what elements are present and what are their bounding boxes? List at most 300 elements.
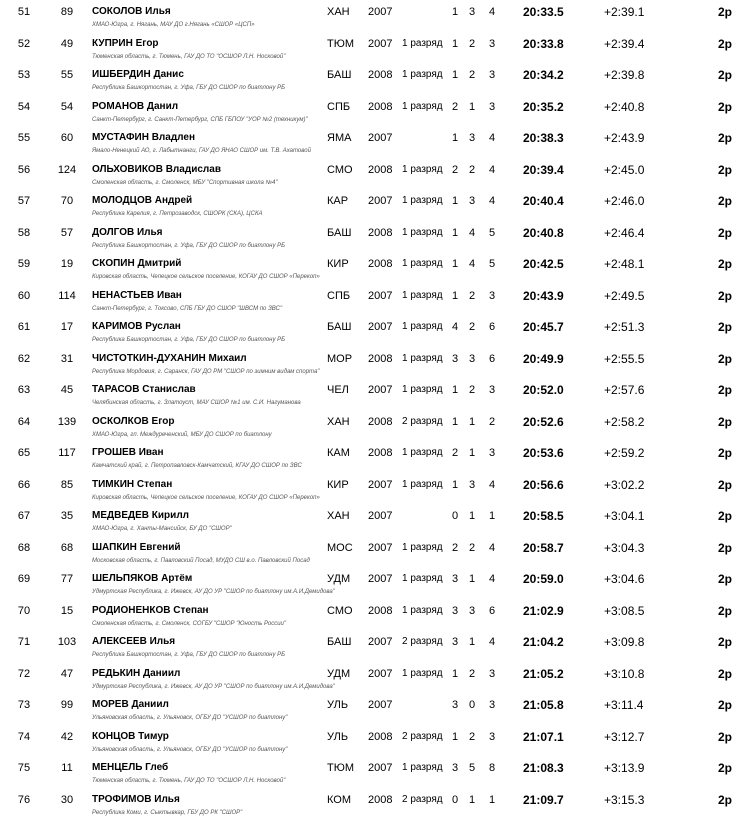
qualification-category: 2р <box>718 225 733 240</box>
sport-rank: 1 разряд <box>402 384 443 395</box>
qualification-category: 2р <box>718 446 733 460</box>
table-row <box>0 599 750 631</box>
place-cell: 54 <box>17 100 31 113</box>
bib-cell: 85 <box>60 478 74 491</box>
penalties-1: 1 <box>451 69 459 81</box>
place-cell: 67 <box>17 510 31 522</box>
table-row <box>0 441 750 473</box>
region-code: ХАН <box>327 415 350 428</box>
penalties-2: 2 <box>468 667 476 680</box>
qualification-category: 2р <box>718 540 733 555</box>
birth-year: 2007 <box>368 478 393 491</box>
penalties-2: 3 <box>468 6 476 18</box>
region-code: СПБ <box>327 289 351 302</box>
athlete-name: МУСТАФИН Владлен <box>92 132 196 143</box>
time-behind: +3:09.8 <box>604 635 645 649</box>
qualification-category: 2р <box>718 792 733 807</box>
birth-year: 2007 <box>368 195 393 207</box>
bib-cell: 35 <box>60 510 74 522</box>
penalties-2: 3 <box>468 195 476 207</box>
table-row <box>0 788 750 820</box>
penalties-1: 4 <box>451 321 459 333</box>
bib-cell: 57 <box>60 226 74 239</box>
penalties-1: 1 <box>451 226 459 239</box>
penalties-total: 4 <box>488 573 496 585</box>
time-behind: +2:57.6 <box>604 383 645 397</box>
penalties-total: 4 <box>488 6 496 18</box>
finish-time: 20:56.6 <box>523 477 564 492</box>
sport-rank: 1 разряд <box>402 604 443 616</box>
penalties-2: 2 <box>468 384 476 396</box>
penalties-1: 1 <box>451 37 459 50</box>
penalties-total: 3 <box>488 667 496 680</box>
penalties-1: 0 <box>451 510 459 522</box>
qualification-category: 2р <box>718 572 733 586</box>
bib-cell: 139 <box>57 415 77 428</box>
penalties-2: 4 <box>468 226 476 239</box>
qualification-category: 2р <box>718 698 733 712</box>
penalties-1: 1 <box>451 195 459 207</box>
table-row <box>0 284 750 316</box>
finish-time: 20:35.2 <box>523 99 564 114</box>
athlete-name: АЛЕКСЕЕВ Илья <box>92 636 176 647</box>
penalties-2: 1 <box>468 510 476 522</box>
athlete-name: ИШБЕРДИН Данис <box>92 69 184 80</box>
bib-cell: 68 <box>60 541 74 554</box>
time-behind: +2:49.5 <box>604 288 645 303</box>
penalties-2: 1 <box>468 573 476 585</box>
region-code: КОМ <box>327 793 352 806</box>
penalties-2: 2 <box>468 37 476 50</box>
table-row <box>0 315 750 347</box>
qualification-category: 2р <box>718 383 733 397</box>
penalties-2: 1 <box>468 636 476 648</box>
athlete-organization: Ульяновская область, г. Ульяновск, ОГБУ ДО "УСШОР по биатлону" <box>92 715 288 721</box>
table-row <box>0 536 750 568</box>
bib-cell: 60 <box>60 132 74 144</box>
birth-year: 2007 <box>368 37 393 50</box>
athlete-name: ТРОФИМОВ Илья <box>92 793 180 805</box>
penalties-total: 3 <box>488 447 496 459</box>
place-cell: 70 <box>17 604 31 617</box>
penalties-1: 2 <box>451 541 459 554</box>
birth-year: 2008 <box>368 226 393 239</box>
time-behind: +3:04.6 <box>604 572 645 586</box>
place-cell: 61 <box>17 321 31 333</box>
penalties-total: 4 <box>488 478 496 491</box>
athlete-name: МОЛОДЦОВ Андрей <box>92 195 193 206</box>
qualification-category: 2р <box>718 666 733 681</box>
penalties-1: 1 <box>451 667 459 680</box>
penalties-2: 5 <box>468 762 476 774</box>
birth-year: 2007 <box>368 667 393 680</box>
bib-cell: 55 <box>60 69 74 81</box>
bib-cell: 15 <box>60 604 74 617</box>
penalties-total: 8 <box>488 762 496 774</box>
birth-year: 2007 <box>368 573 393 585</box>
place-cell: 66 <box>17 478 31 491</box>
sport-rank: 1 разряд <box>402 352 443 364</box>
bib-cell: 49 <box>60 37 74 50</box>
qualification-category: 2р <box>718 5 733 19</box>
athlete-organization: Московская область, г. Павловский Посад, МУДО СШ в.о. Павловский Посад <box>92 557 310 564</box>
penalties-1: 2 <box>451 447 459 459</box>
penalties-2: 2 <box>468 730 476 743</box>
table-row <box>0 473 750 505</box>
finish-time: 20:39.4 <box>523 162 564 177</box>
finish-time: 21:04.2 <box>523 635 564 649</box>
region-code: СМО <box>327 163 353 176</box>
time-behind: +2:48.1 <box>604 257 645 271</box>
penalties-total: 4 <box>488 636 496 648</box>
penalties-1: 3 <box>451 604 459 617</box>
bib-cell: 89 <box>60 6 74 18</box>
region-code: ЧЕЛ <box>327 384 349 396</box>
penalties-total: 1 <box>488 510 496 522</box>
table-row <box>0 504 750 536</box>
region-code: ТЮМ <box>327 37 354 50</box>
athlete-organization: Республика Мордовия, г. Саранск, ГАУ ДО РМ "СШОР по зимним видам спорта" <box>92 368 320 375</box>
sport-rank: 1 разряд <box>402 258 443 269</box>
sport-rank: 1 разряд <box>402 69 443 80</box>
athlete-organization: Республика Башкортостан, г. Уфа, ГБУ ДО СШОР по биатлону РБ <box>92 85 286 91</box>
penalties-total: 3 <box>488 37 496 50</box>
finish-time: 21:07.1 <box>523 729 564 744</box>
penalties-2: 1 <box>468 100 476 113</box>
athlete-organization: Республика Башкортостан, г. Уфа, ГБУ ДО СШОР по биатлону РБ <box>92 242 286 249</box>
bib-cell: 114 <box>58 289 76 302</box>
birth-year: 2007 <box>368 384 393 396</box>
qualification-category: 2р <box>718 509 733 523</box>
athlete-name: РОМАНОВ Данил <box>92 100 179 112</box>
region-code: УДМ <box>327 667 351 680</box>
time-behind: +2:39.1 <box>604 5 645 19</box>
penalties-1: 1 <box>451 415 459 428</box>
table-row <box>0 63 750 95</box>
table-row <box>0 378 750 410</box>
qualification-category: 2р <box>718 131 733 145</box>
time-behind: +3:04.1 <box>604 509 645 523</box>
birth-year: 2008 <box>368 604 393 617</box>
sport-rank: 1 разряд <box>402 667 443 679</box>
sport-rank: 1 разряд <box>402 762 443 773</box>
qualification-category: 2р <box>718 603 733 618</box>
athlete-name: КОНЦОВ Тимур <box>92 730 169 742</box>
finish-time: 20:40.4 <box>523 194 564 208</box>
table-row <box>0 567 750 599</box>
bib-cell: 124 <box>57 163 77 176</box>
place-cell: 56 <box>17 163 31 176</box>
time-behind: +3:04.3 <box>604 540 645 555</box>
region-code: УДМ <box>327 573 351 585</box>
athlete-organization: Республика Коми, г. Сыктывкар, ГБУ ДО РК "СШОР" <box>92 809 243 816</box>
finish-time: 20:40.8 <box>523 225 564 240</box>
table-row <box>0 252 750 284</box>
athlete-name: РЕДЬКИН Даниил <box>92 667 181 679</box>
region-code: ЯМА <box>327 132 352 144</box>
time-behind: +2:39.8 <box>604 68 645 82</box>
region-code: БАШ <box>327 226 352 239</box>
place-cell: 55 <box>17 132 31 144</box>
time-behind: +2:45.0 <box>604 162 645 177</box>
penalties-1: 1 <box>451 289 459 302</box>
region-code: УЛЬ <box>327 699 349 711</box>
penalties-total: 3 <box>488 384 496 396</box>
time-behind: +2:55.5 <box>604 351 645 366</box>
birth-year: 2008 <box>368 69 393 81</box>
region-code: БАШ <box>327 69 352 81</box>
athlete-organization: Ямало-Ненецкий АО, г. Лабытнанги, ГАУ ДО ЯНАО СШОР им. Т.В. Ахатовой <box>92 148 311 154</box>
place-cell: 68 <box>17 541 31 554</box>
penalties-1: 1 <box>451 258 459 270</box>
place-cell: 65 <box>17 447 31 459</box>
finish-time: 21:09.7 <box>523 792 564 807</box>
penalties-total: 6 <box>488 321 496 333</box>
athlete-name: ТАРАСОВ Станислав <box>92 384 196 395</box>
qualification-category: 2р <box>718 162 733 177</box>
qualification-category: 2р <box>718 320 733 334</box>
birth-year: 2008 <box>368 352 393 365</box>
athlete-organization: Кировская область, Чепецкое сельское поселение, КОГАУ ДО СШОР «Перекоп» <box>92 494 320 501</box>
time-behind: +2:40.8 <box>604 99 645 114</box>
bib-cell: 17 <box>60 321 74 333</box>
sport-rank: 1 разряд <box>402 163 443 175</box>
penalties-total: 3 <box>488 699 496 711</box>
penalties-2: 2 <box>468 163 476 176</box>
place-cell: 58 <box>17 226 31 239</box>
bib-cell: 45 <box>60 384 74 396</box>
region-code: УЛЬ <box>327 730 349 743</box>
time-behind: +3:02.2 <box>604 477 645 492</box>
penalties-total: 1 <box>488 793 496 806</box>
place-cell: 53 <box>17 69 31 81</box>
qualification-category: 2р <box>718 36 733 51</box>
athlete-name: КУПРИН Егор <box>92 37 159 49</box>
penalties-1: 3 <box>451 762 459 774</box>
bib-cell: 30 <box>60 793 74 806</box>
region-code: ХАН <box>327 6 350 18</box>
penalties-total: 5 <box>488 226 496 239</box>
penalties-1: 1 <box>451 730 459 743</box>
place-cell: 52 <box>17 37 31 50</box>
table-row <box>0 693 750 725</box>
penalties-total: 5 <box>488 258 496 270</box>
qualification-category: 2р <box>718 729 733 744</box>
bib-cell: 77 <box>60 573 74 585</box>
birth-year: 2007 <box>368 132 393 144</box>
place-cell: 59 <box>17 258 31 270</box>
penalties-2: 1 <box>468 447 476 459</box>
penalties-total: 2 <box>488 415 496 428</box>
place-cell: 57 <box>17 195 31 207</box>
region-code: ТЮМ <box>327 762 354 774</box>
birth-year: 2008 <box>368 793 393 806</box>
finish-time: 20:53.6 <box>523 446 564 460</box>
region-code: МОР <box>327 352 353 365</box>
athlete-name: СОКОЛОВ Илья <box>92 6 171 17</box>
time-behind: +3:08.5 <box>604 603 645 618</box>
time-behind: +3:10.8 <box>604 666 645 681</box>
region-code: ХАН <box>327 510 350 522</box>
finish-time: 20:52.6 <box>523 414 564 429</box>
place-cell: 63 <box>17 384 31 396</box>
penalties-2: 1 <box>468 793 476 806</box>
penalties-total: 4 <box>488 195 496 207</box>
place-cell: 76 <box>17 793 31 806</box>
sport-rank: 1 разряд <box>402 321 443 332</box>
athlete-organization: Тюменская область, г. Тюмень, ГАУ ДО ТО "ОСШОР Л.Н. Носковой" <box>92 778 286 784</box>
qualification-category: 2р <box>718 288 733 303</box>
penalties-1: 3 <box>451 699 459 711</box>
qualification-category: 2р <box>718 761 733 775</box>
penalties-2: 2 <box>468 69 476 81</box>
place-cell: 74 <box>17 730 31 743</box>
penalties-1: 1 <box>451 132 459 144</box>
qualification-category: 2р <box>718 257 733 271</box>
penalties-2: 3 <box>468 132 476 144</box>
table-row <box>0 32 750 64</box>
qualification-category: 2р <box>718 351 733 366</box>
athlete-name: МЕНЦЕЛЬ Глеб <box>92 762 169 773</box>
birth-year: 2008 <box>368 415 393 428</box>
table-row <box>0 221 750 253</box>
place-cell: 69 <box>17 573 31 585</box>
region-code: БАШ <box>327 321 352 333</box>
place-cell: 64 <box>17 415 31 428</box>
bib-cell: 99 <box>60 699 74 711</box>
birth-year: 2007 <box>368 321 393 333</box>
finish-time: 21:08.3 <box>523 761 564 775</box>
sport-rank: 1 разряд <box>402 37 443 49</box>
finish-time: 21:05.8 <box>523 698 564 712</box>
place-cell: 72 <box>17 667 31 680</box>
qualification-category: 2р <box>718 68 733 82</box>
region-code: КИР <box>327 258 349 270</box>
sport-rank: 2 разряд <box>402 415 443 427</box>
birth-year: 2008 <box>368 730 393 743</box>
time-behind: +3:12.7 <box>604 729 645 744</box>
sport-rank: 1 разряд <box>402 478 443 490</box>
table-row <box>0 189 750 221</box>
athlete-organization: ХМАО-Югра, г. Нягань, МАУ ДО г.Нягань «СШОР «ЦСП» <box>92 22 255 28</box>
qualification-category: 2р <box>718 414 733 429</box>
athlete-name: МОРЕВ Даниил <box>92 699 169 710</box>
penalties-total: 3 <box>488 100 496 113</box>
athlete-name: ОСКОЛКОВ Егор <box>92 415 175 427</box>
penalties-2: 0 <box>468 699 476 711</box>
penalties-1: 3 <box>451 573 459 585</box>
region-code: СПБ <box>327 100 351 113</box>
penalties-total: 4 <box>488 541 496 554</box>
penalties-2: 3 <box>468 604 476 617</box>
finish-time: 20:34.2 <box>523 68 564 82</box>
athlete-name: МЕДВЕДЕВ Кирилл <box>92 510 190 521</box>
finish-time: 20:38.3 <box>523 131 564 145</box>
place-cell: 73 <box>17 699 31 711</box>
finish-time: 20:49.9 <box>523 351 564 366</box>
birth-year: 2007 <box>368 699 393 711</box>
finish-time: 20:52.0 <box>523 383 564 397</box>
table-row <box>0 410 750 442</box>
bib-cell: 70 <box>60 195 74 207</box>
finish-time: 20:42.5 <box>523 257 564 271</box>
region-code: СМО <box>327 604 353 617</box>
athlete-name: ШЕЛЬПЯКОВ Артём <box>92 573 193 584</box>
athlete-name: ДОЛГОВ Илья <box>92 226 163 238</box>
region-code: БАШ <box>327 636 352 648</box>
qualification-category: 2р <box>718 99 733 114</box>
time-behind: +2:46.4 <box>604 225 645 240</box>
time-behind: +2:43.9 <box>604 131 645 145</box>
athlete-name: ТИМКИН Степан <box>92 478 173 490</box>
table-row <box>0 0 750 32</box>
penalties-1: 3 <box>451 636 459 648</box>
table-row <box>0 630 750 662</box>
time-behind: +2:51.3 <box>604 320 645 334</box>
athlete-organization: Камчатский край, г. Петропавловск-Камчатский, КГАУ ДО СШОР по ЗВС <box>92 463 302 469</box>
region-code: КАМ <box>327 447 350 459</box>
penalties-2: 1 <box>468 415 476 428</box>
athlete-name: ШАПКИН Евгений <box>92 541 181 553</box>
athlete-name: ОЛЬХОВИКОВ Владислав <box>92 163 221 175</box>
birth-year: 2007 <box>368 6 393 18</box>
table-row <box>0 725 750 757</box>
birth-year: 2007 <box>368 762 393 774</box>
penalties-2: 3 <box>468 352 476 365</box>
athlete-organization: ХМАО-Югра, гп. Междуреченский, МБУ ДО СШОР по биатлону <box>92 431 272 438</box>
sport-rank: 1 разряд <box>402 541 443 553</box>
bib-cell: 42 <box>60 730 74 743</box>
athlete-organization: Удмуртская Республика, г. Ижевск, АУ ДО УР "СШОР по биатлону им.А.И.Демидова" <box>92 683 335 690</box>
finish-time: 20:33.8 <box>523 36 564 51</box>
sport-rank: 1 разряд <box>402 289 443 301</box>
time-behind: +2:58.2 <box>604 414 645 429</box>
finish-time: 20:58.7 <box>523 540 564 555</box>
place-cell: 71 <box>17 636 31 648</box>
athlete-organization: Кировская область, Чепецкое сельское поселение, КОГАУ ДО СШОР «Перекоп» <box>92 274 320 280</box>
penalties-2: 2 <box>468 321 476 333</box>
birth-year: 2008 <box>368 100 393 113</box>
bib-cell: 54 <box>60 100 74 113</box>
sport-rank: 2 разряд <box>402 730 443 742</box>
penalties-total: 3 <box>488 289 496 302</box>
table-row <box>0 347 750 379</box>
athlete-organization: Смоленская область, г. Смоленск, СОГБУ "СШОР "Юность России" <box>92 620 287 627</box>
bib-cell: 19 <box>60 258 74 270</box>
athlete-organization: Республика Карелия, г. Петрозаводск, СШОРК (СКА), ЦСКА <box>92 211 263 217</box>
penalties-total: 6 <box>488 352 496 365</box>
finish-time: 20:59.0 <box>523 572 564 586</box>
table-row <box>0 126 750 158</box>
qualification-category: 2р <box>718 194 733 208</box>
place-cell: 62 <box>17 352 31 365</box>
penalties-1: 1 <box>451 478 459 491</box>
qualification-category: 2р <box>718 477 733 492</box>
place-cell: 75 <box>17 762 31 774</box>
sport-rank: 1 разряд <box>402 447 443 458</box>
birth-year: 2007 <box>368 289 393 302</box>
finish-time: 21:05.2 <box>523 666 564 681</box>
athlete-name: КАРИМОВ Руслан <box>92 321 181 332</box>
penalties-1: 1 <box>451 6 459 18</box>
birth-year: 2008 <box>368 163 393 176</box>
table-row <box>0 95 750 127</box>
finish-time: 20:33.5 <box>523 5 564 19</box>
birth-year: 2007 <box>368 636 393 648</box>
athlete-name: ЧИСТОТКИН-ДУХАНИН Михаил <box>92 352 247 364</box>
finish-time: 20:43.9 <box>523 288 564 303</box>
bib-cell: 11 <box>61 762 73 774</box>
